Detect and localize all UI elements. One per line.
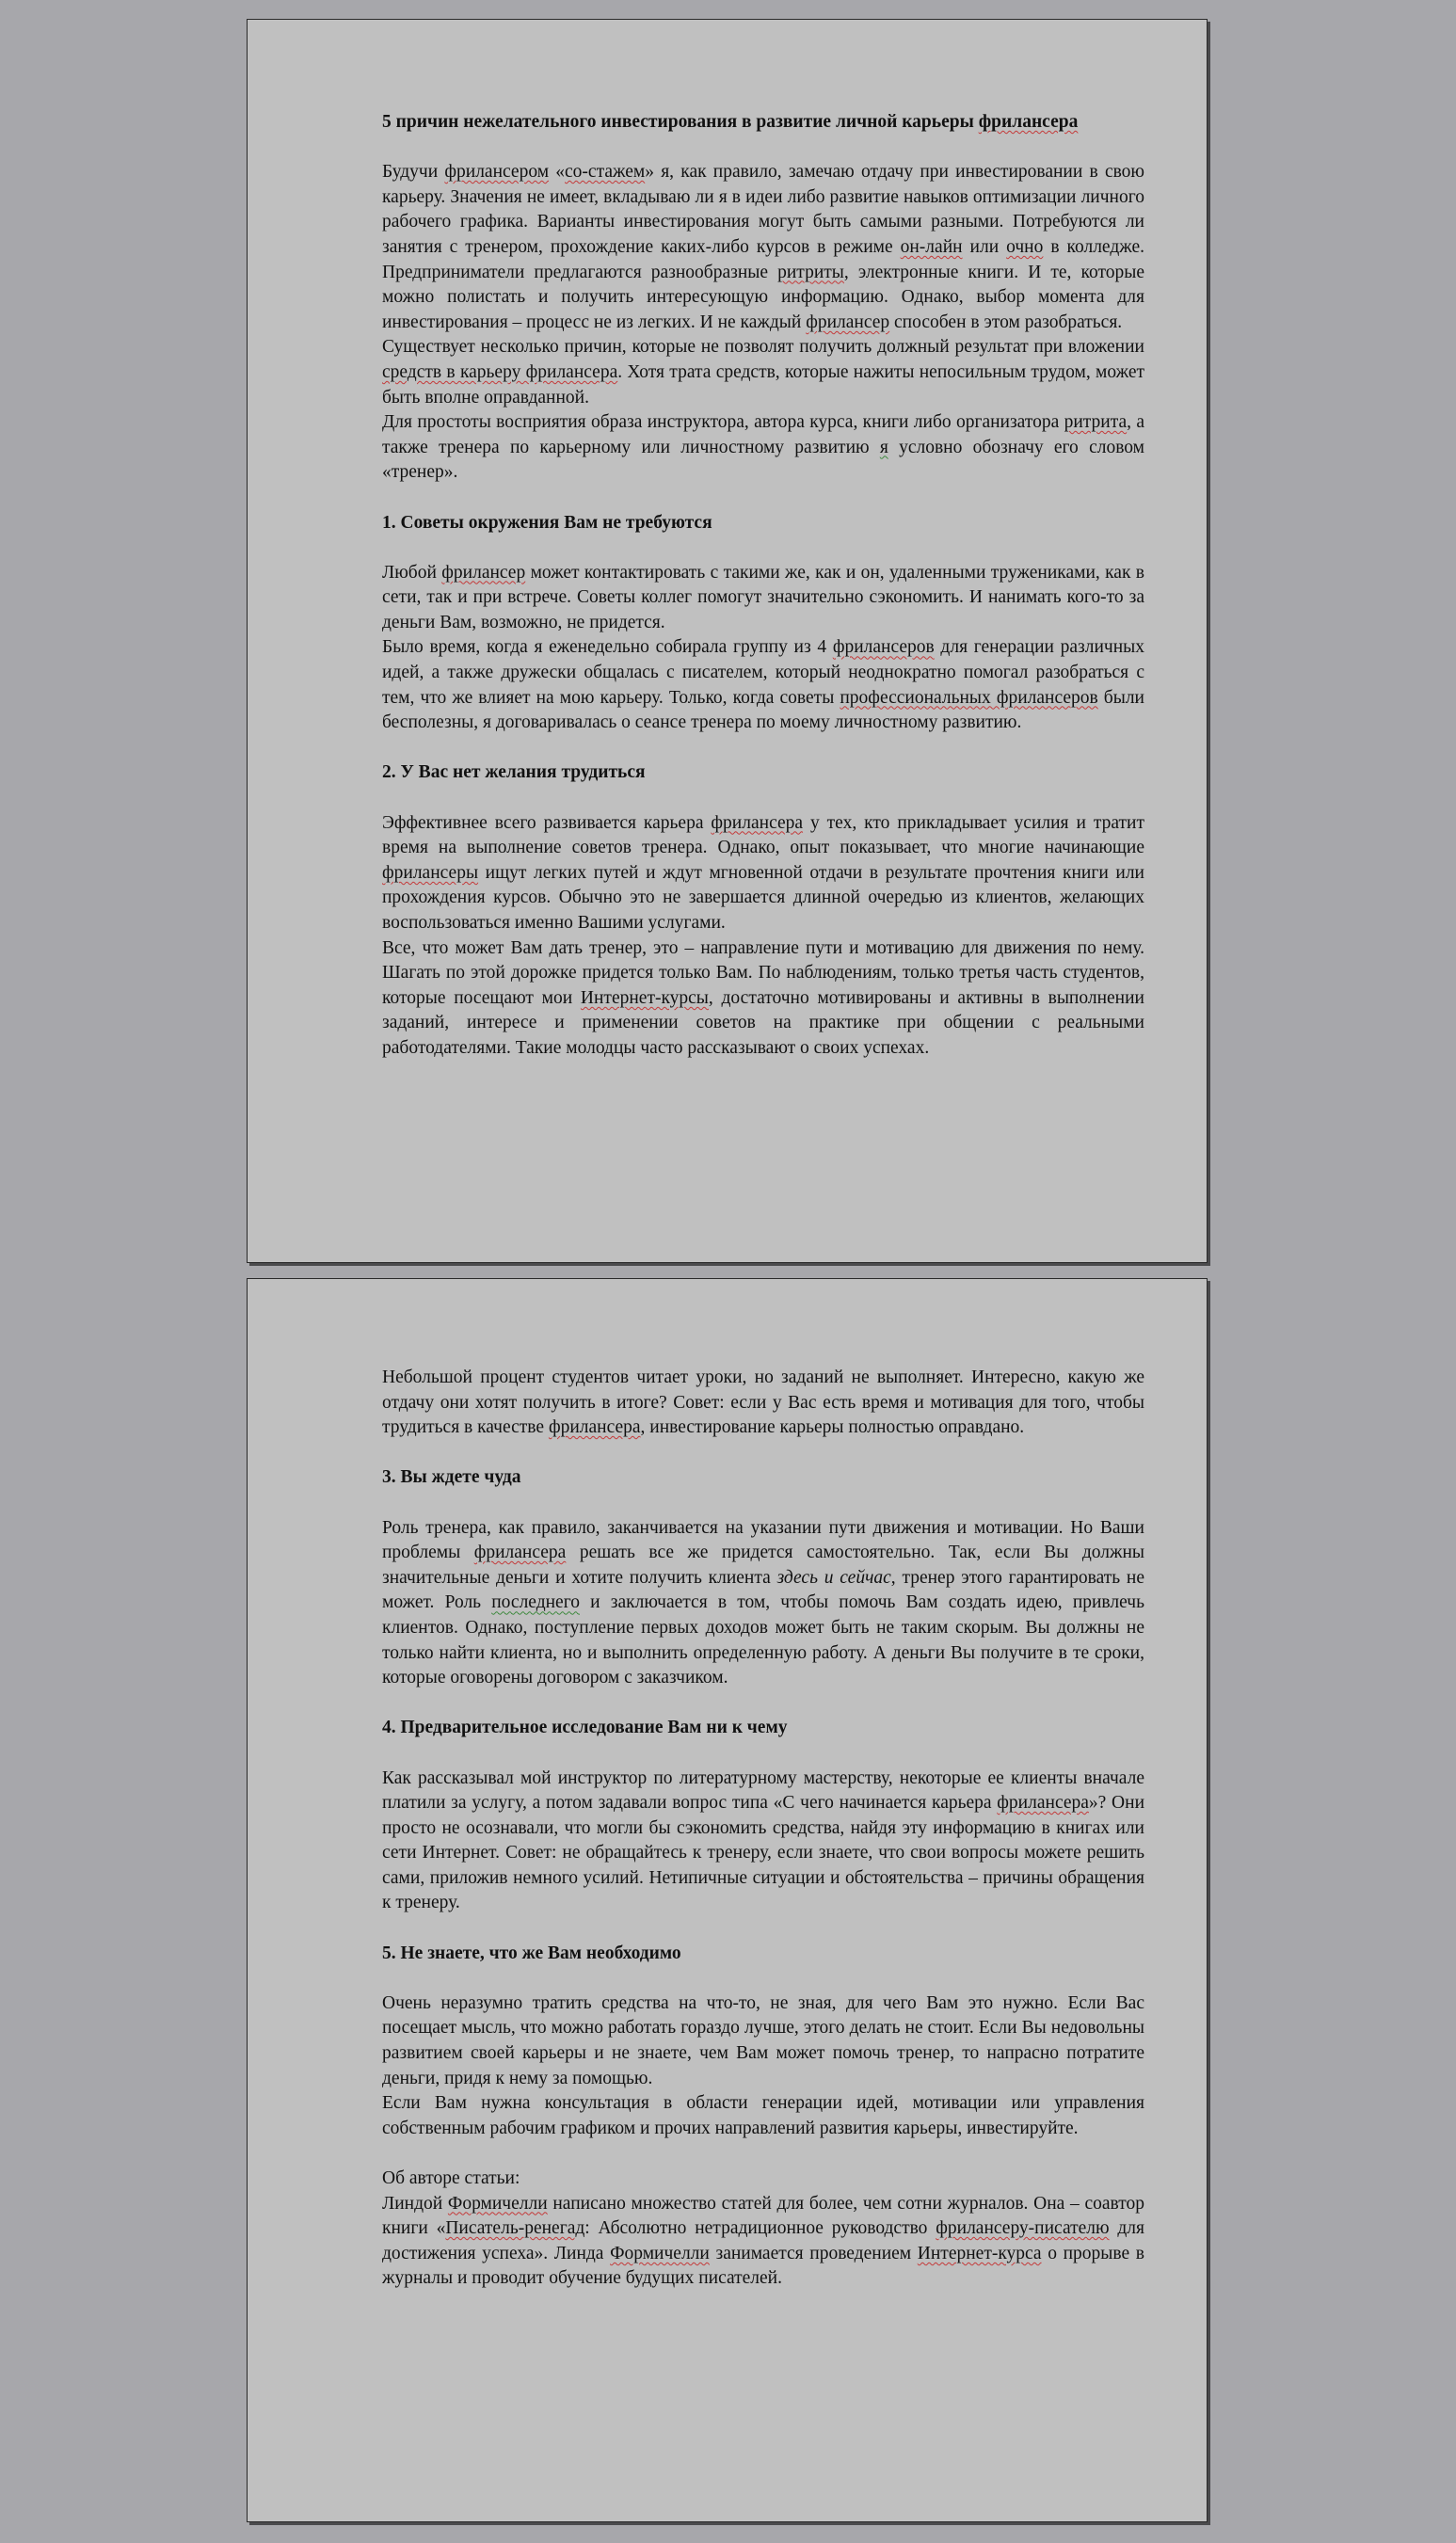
paragraph: Будучи фрилансером «со-стажем» я, как правило, замечаю отдачу при инвестировании в свою карьеру. Значения не имеет, вкладываю ли я в идеи либо развитие навыков оптимизации личного рабочего графика. Варианты инвестирования могут быть самыми разными. Потребуются ли занятия с тренером, прохождение каких-либо курсов в режиме он-лайн или очно в колледже. Предприниматели предлагаются разнообразные ритриты, электронные книги. И те, которые можно полистать и получить интересующую информацию. Однако, выбор момента для инвестирования – процесс не из легких. И не каждый фрилансер способен в этом разобраться. — [382, 162, 1145, 332]
paragraph: Существует несколько причин, которые не позволят получить должный результат при вложении средств в карьеру фрилансера. Хотя трата средств, которые нажиты непосильным трудом, может быть вполне оправданной. — [382, 337, 1144, 408]
author-label: Об авторе статьи: — [382, 2168, 520, 2188]
paragraph: Для простоты восприятия образа инструктора, автора курса, книги либо организатора ритрита, а также тренера по карьерному или личностному развитию я условно обозначу его словом «тренер». — [382, 412, 1145, 483]
paragraph: Небольшой процент студентов читает уроки, но заданий не выполняет. Интересно, какую же отдачу они хотят получить в итоге? Совет: если у Вас есть время и мотивация для того, чтобы трудиться в качестве фрилансера, инвестирование карьеры полностью оправдано. — [382, 1367, 1144, 1438]
page-content — [382, 110, 1144, 1062]
paragraph: Эффективнее всего развивается карьера фрилансера у тех, кто прикладывает усилия и тратит время на выполнение советов тренера. Однако, опыт показывает, что многие начинающие фрилансеры ищут легких путей и ждут мгновенной отдачи в результате прочтения книги или прохождения курсов. Обычно это не завершается длинной очередью из клиентов, желающих воспользоваться именно Вашими услугами. — [382, 812, 1144, 933]
paragraph: Все, что может Вам дать тренер, это – направление пути и мотивацию для движения по нему. Шагать по этой дорожке придется только Вам. По наблюдениям, только третья часть студентов, которые посещают мои Интернет-курсы, достаточно мотивированы и активны в выполнении заданий, интересе и применении советов на практике при общении с реальными работодателями. Такие молодцы часто рассказывают о своих успехах. — [382, 937, 1144, 1058]
document-page-2 — [247, 1278, 1208, 2522]
paragraph: Очень неразумно тратить средства на что-то, не зная, для чего Вам это нужно. Если Вас посещает мысль, что можно работать гораздо лучше, этого делать не стоит. Если Вы недовольны развитием своей карьеры и не знаете, чем Вам может помочь тренер, то напрасно потратите деньги, придя к нему за помощью. — [382, 1992, 1144, 2088]
paragraph: Было время, когда я еженедельно собирала группу из 4 фрилансеров для генерации различных идей, а также дружески общалась с писателем, который неоднократно помогал разобраться с тем, что же влияет на мою карьеру. Только, когда советы профессиональных фрилансеров были бесполезны, я договаривалась о сеансе тренера по моему личностному развитию. — [382, 637, 1144, 733]
document-page-1 — [247, 19, 1208, 1263]
section-heading: 2. У Вас нет желания трудиться — [382, 762, 646, 783]
section-heading: 5. Не знаете, что же Вам необходимо — [382, 1943, 681, 1963]
paragraph: Как рассказывал мой инструктор по литературному мастерству, некоторые ее клиенты вначале платили за услугу, а потом задавали вопрос типа «С чего начинается карьера фрилансера»? Они просто не осознавали, что могли бы сэкономить средства, найдя эту информацию в книгах или сети Интернет. Совет: не обращайтесь к тренеру, если знаете, что свои вопросы можете решить сами, приложив немного усилий. Нетипичные ситуации и обстоятельства – причины обращения к тренеру. — [382, 1767, 1145, 1913]
document-title: 5 причин нежелательного инвестирования в развитие личной карьеры фрилансера — [382, 112, 1079, 132]
paragraph: Роль тренера, как правило, заканчивается на указании пути движения и мотивации. Но Ваши проблемы фрилансера решать все же придется самостоятельно. Так, если Вы должны значительные деньги и хотите получить клиента здесь и сейчас, тренер этого гарантировать не может. Роль последнего и заключается в том, чтобы помочь Вам создать идею, привлечь клиентов. Однако, поступление первых доходов может быть не таким скорым. Вы должны не только найти клиента, но и выполнить определенную работу. А деньги Вы получите в те сроки, которые оговорены договором с заказчиком. — [382, 1517, 1145, 1688]
section-heading: 3. Вы ждете чуда — [382, 1467, 521, 1488]
paragraph: Если Вам нужна консультация в области генерации идей, мотивации или управления собственным рабочим графиком и прочих направлений развития карьеры, инвестируйте. — [382, 2093, 1144, 2138]
page-content — [382, 1366, 1144, 2292]
section-heading: 1. Советы окружения Вам не требуются — [382, 512, 712, 533]
paragraph: Линдой Формичелли написано множество статей для более, чем сотни журналов. Она – соавтор книги «Писатель-ренегад: Абсолютно нетрадиционное руководство фрилансеру-писателю для достижения успеха». Линда Формичелли занимается проведением Интернет-курса о прорыве в журналы и проводит обучение будущих писателей. — [382, 2193, 1145, 2289]
section-heading: 4. Предварительное исследование Вам ни к чему — [382, 1718, 788, 1738]
paragraph: Любой фрилансер может контактировать с такими же, как и он, удаленными тружениками, как в сети, так и при встрече. Советы коллег помогут значительно сэкономить. И нанимать кого-то за деньги Вам, возможно, не придется. — [382, 562, 1144, 632]
